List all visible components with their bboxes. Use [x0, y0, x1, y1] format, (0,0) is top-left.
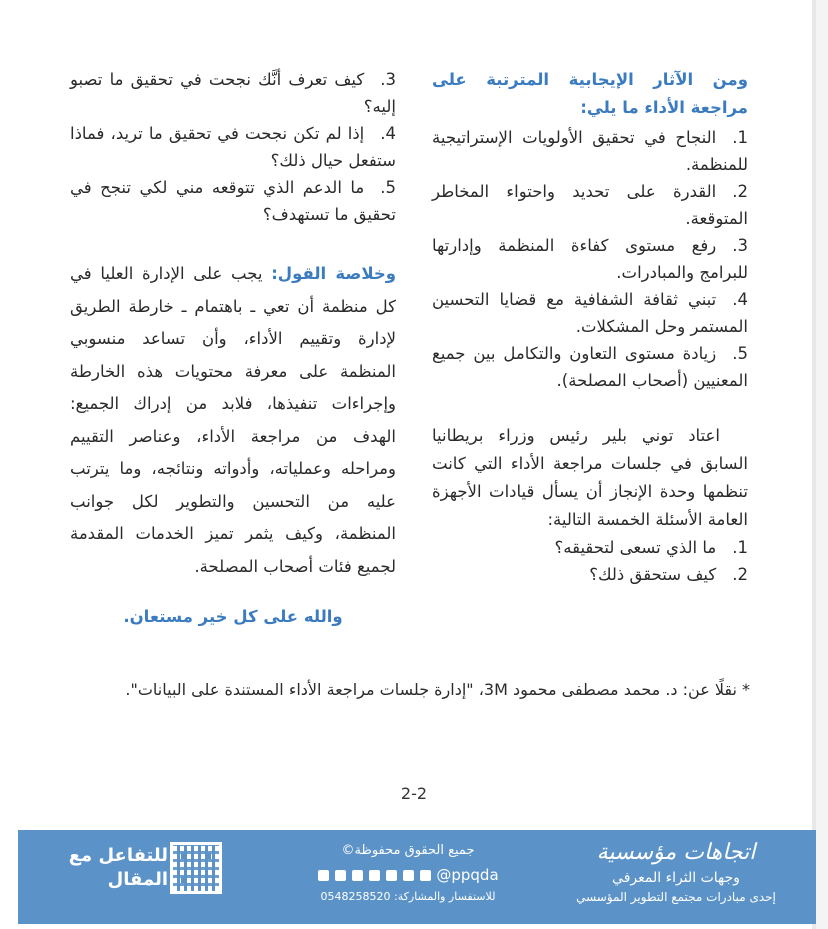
item-number: 5. — [380, 178, 396, 197]
left-column — [70, 66, 396, 626]
list-item — [432, 178, 748, 232]
brand-tagline: إحدى مبادرات مجتمع التطوير المؤسسي — [576, 890, 776, 904]
item-text: ما الدعم الذي تتوقعه مني لكي تنجح في تحقيق ما تستهدف؟ — [70, 178, 396, 224]
item-number: 4. — [380, 124, 396, 143]
snapchat-icon[interactable] — [386, 870, 397, 881]
question-item — [432, 534, 748, 561]
item-text: النجاح في تحقيق الأولويات الإستراتيجية للمنظمة. — [432, 128, 748, 174]
item-number: 1. — [732, 538, 748, 557]
linkedin-icon[interactable] — [369, 870, 380, 881]
twitter-icon[interactable] — [335, 870, 346, 881]
contact-block — [308, 840, 508, 906]
item-text: القدرة على تحديد واحتواء المخاطر المتوقعة. — [432, 182, 748, 228]
page-edge-shadow — [816, 0, 828, 929]
item-text: ما الذي تسعى لتحقيقه؟ — [554, 538, 717, 557]
social-row — [308, 862, 508, 888]
question-item — [70, 120, 396, 174]
social-handle[interactable]: @ppqda — [436, 866, 499, 884]
list-item — [432, 286, 748, 340]
conclusion-paragraph — [70, 258, 396, 583]
item-number: 5. — [732, 344, 748, 363]
blair-paragraph: اعتاد توني بلير رئيس وزراء بريطانيا السابق في جلسات مراجعة الأداء التي كانت تنظمها وحدة الإنجاز أن يسأل قيادات الأجهزة العامة الأسئلة الخمسة التالية: — [432, 426, 748, 529]
page-number: 2-2 — [400, 784, 428, 803]
brand-logo: اتجاهات مؤسسية — [596, 840, 756, 865]
item-text: تبني ثقافة الشفافية مع قضايا التحسين المستمر وحل المشكلات. — [432, 290, 748, 336]
list-item — [432, 124, 748, 178]
copyright-text: جميع الحقوق محفوظة© — [341, 843, 475, 858]
qr-code-icon[interactable] — [170, 842, 222, 894]
footnote: * نقلًا عن: د. محمد مصطفى محمود 3M، "إدارة جلسات مراجعة الأداء المستندة على البيانات". — [125, 680, 750, 699]
youtube-icon[interactable] — [403, 870, 414, 881]
item-text: كيف تعرف أنَّك نجحت في تحقيق ما تصبو إليه؟ — [70, 70, 396, 116]
right-column — [432, 66, 748, 588]
item-text: زيادة مستوى التعاون والتكامل بين جميع المعنيين (أصحاب المصلحة). — [432, 344, 748, 390]
item-number: 3. — [732, 236, 748, 255]
question-item — [70, 174, 396, 228]
conclusion-lead: وخلاصة القول: — [271, 264, 397, 283]
brand-block — [566, 838, 786, 906]
list-item — [432, 232, 748, 286]
item-number: 3. — [380, 70, 396, 89]
conclusion-text: يجب على الإدارة العليا في كل منظمة أن تعي ـ باهتمام ـ خارطة الطريق لإدارة وتقييم الأداء، وأن تساعد منسوبي المنظمة على معرفة محتويات هذه الخارطة وإجراءات تنفيذها، فلابد من إدراك الجميع: الهدف من مراجعة الأداء، وعناصر التقييم ومراحله وعملياته، وأدواته ونتائجه، وما يترتب عليه من التحسين والتطوير لكل جوانب المنظمة، وكيف يثمر تميز الخدمات المقدمة لجميع فئات أصحاب المصلحة. — [70, 264, 396, 576]
item-number: 2. — [732, 182, 748, 201]
list-item — [432, 340, 748, 394]
phone-text: للاستفسار والمشاركة: 0548258520 — [320, 890, 496, 903]
footer-bar — [18, 830, 816, 924]
item-text: كيف ستحقق ذلك؟ — [589, 565, 717, 584]
instagram-icon[interactable] — [420, 870, 431, 881]
question-item — [70, 66, 396, 120]
item-text: إذا لم تكن نجحت في تحقيق ما تريد، فماذا ستفعل حيال ذلك؟ — [70, 124, 396, 170]
item-number: 2. — [732, 565, 748, 584]
item-text: رفع مستوى كفاءة المنظمة وإدارتها للبرامج والمبادرات. — [432, 236, 748, 282]
telegram-icon[interactable] — [318, 870, 329, 881]
closing-line: والله على كل خير مستعان. — [123, 607, 343, 626]
item-number: 1. — [732, 128, 748, 147]
cta-text: للتفاعل مع المقال — [68, 845, 168, 890]
facebook-icon[interactable] — [352, 870, 363, 881]
question-item — [432, 561, 748, 588]
brand-subtitle: وجهات الثراء المعرفي — [612, 870, 740, 886]
section-heading: ومن الآثار الإيجابية المترتبة على مراجعة الأداء ما يلي: — [432, 70, 748, 117]
item-number: 4. — [732, 290, 748, 309]
